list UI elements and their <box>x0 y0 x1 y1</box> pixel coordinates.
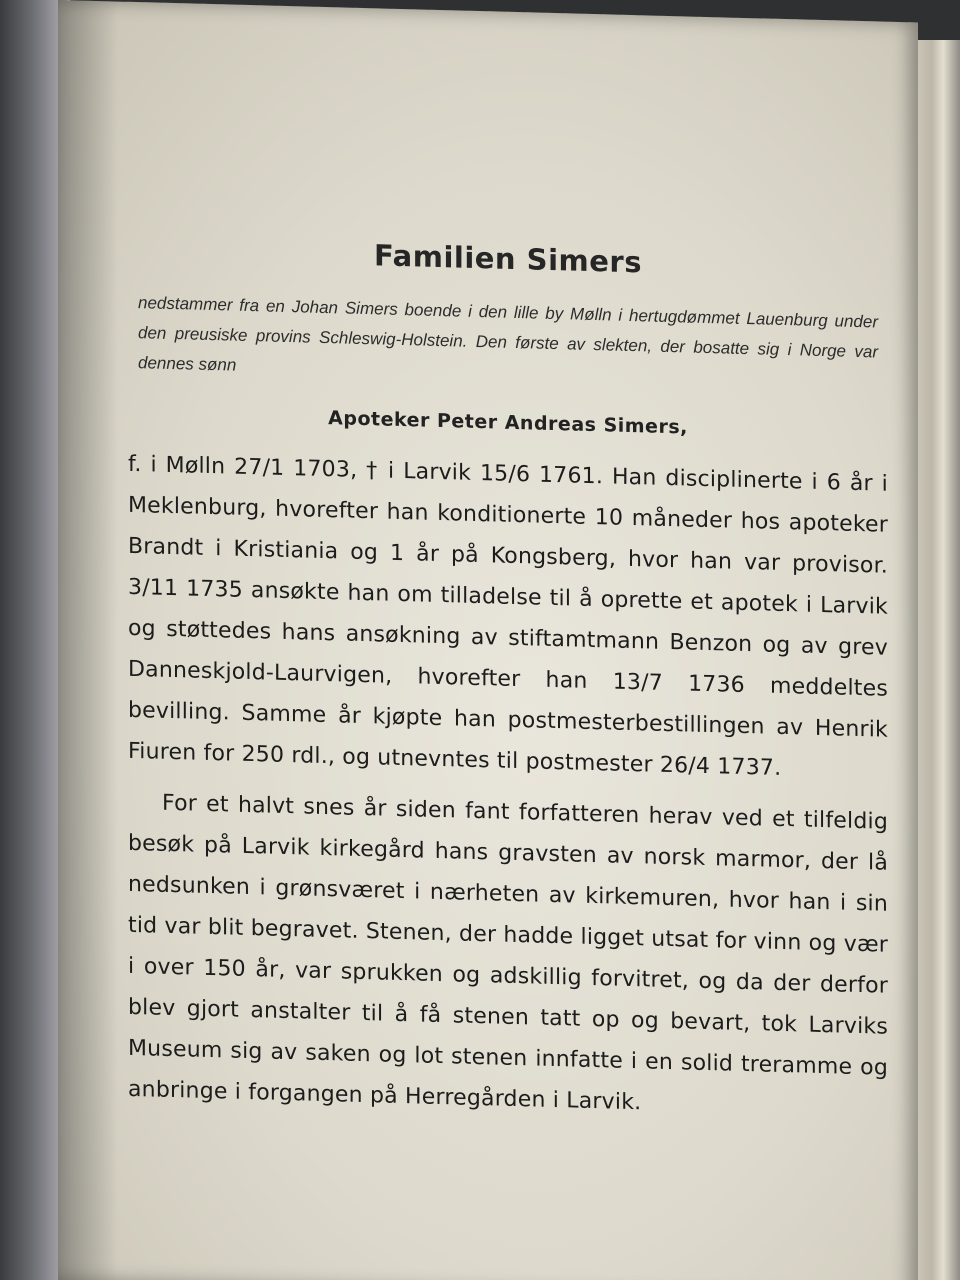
page-content <box>128 232 888 1140</box>
person-heading: Apoteker Peter Andreas Simers, <box>328 407 688 439</box>
page-title: Familien Simers <box>374 238 642 280</box>
body-paragraph-1: f. i Mølln 27/1 1703, † i Larvik 15/6 1761. Han disciplinerte i 6 år i Meklenburg, hvorefter han konditionerte 10 måneder hos apoteker Brandt i Kristiania og 1 år på Kongsberg, hvor han var provisor. 3/11 1735 ansøkte han om tilladelse til å oprette et apotek i Larvik og støttedes hans ansøkning av stiftamtmann Benzon og av grev Danneskjold-Laurvigen, hvorefter han 13/7 1736 meddeltes bevilling. Samme år kjøpte han postmesterbestillingen av Henrik Fiuren for 250 rdl., og utnevntes til postmester 26/4 1737. <box>128 451 888 781</box>
intro-paragraph: nedstammer fra en Johan Simers boende i den lille by Mølln i hertugdømmet Lauenburg under den preusiske provins Schleswig-Holstein. Den første av slekten, der bosatte sig i Norge var dennes sønn <box>138 293 878 375</box>
body-paragraph-2: For et halvt snes år siden fant forfatteren herav ved et tilfeldig besøk på Larvik kirkegård hans gravsten av norsk marmor, der lå nedsunken i grønsværet i nærheten av kirkemuren, hvor han i sin tid var blit begravet. Stenen, der hadde ligget utsat for vinn og vær i over 150 år, var sprukken og adskillig forvitret, og da der derfor blev gjort anstalter til å få stenen tatt op og bevart, tok Larviks Museum sig av saken og lot stenen innfatte i en solid treramme og anbringe i forgangen på Herregården i Larvik. <box>128 790 888 1116</box>
book-page <box>58 0 918 1280</box>
